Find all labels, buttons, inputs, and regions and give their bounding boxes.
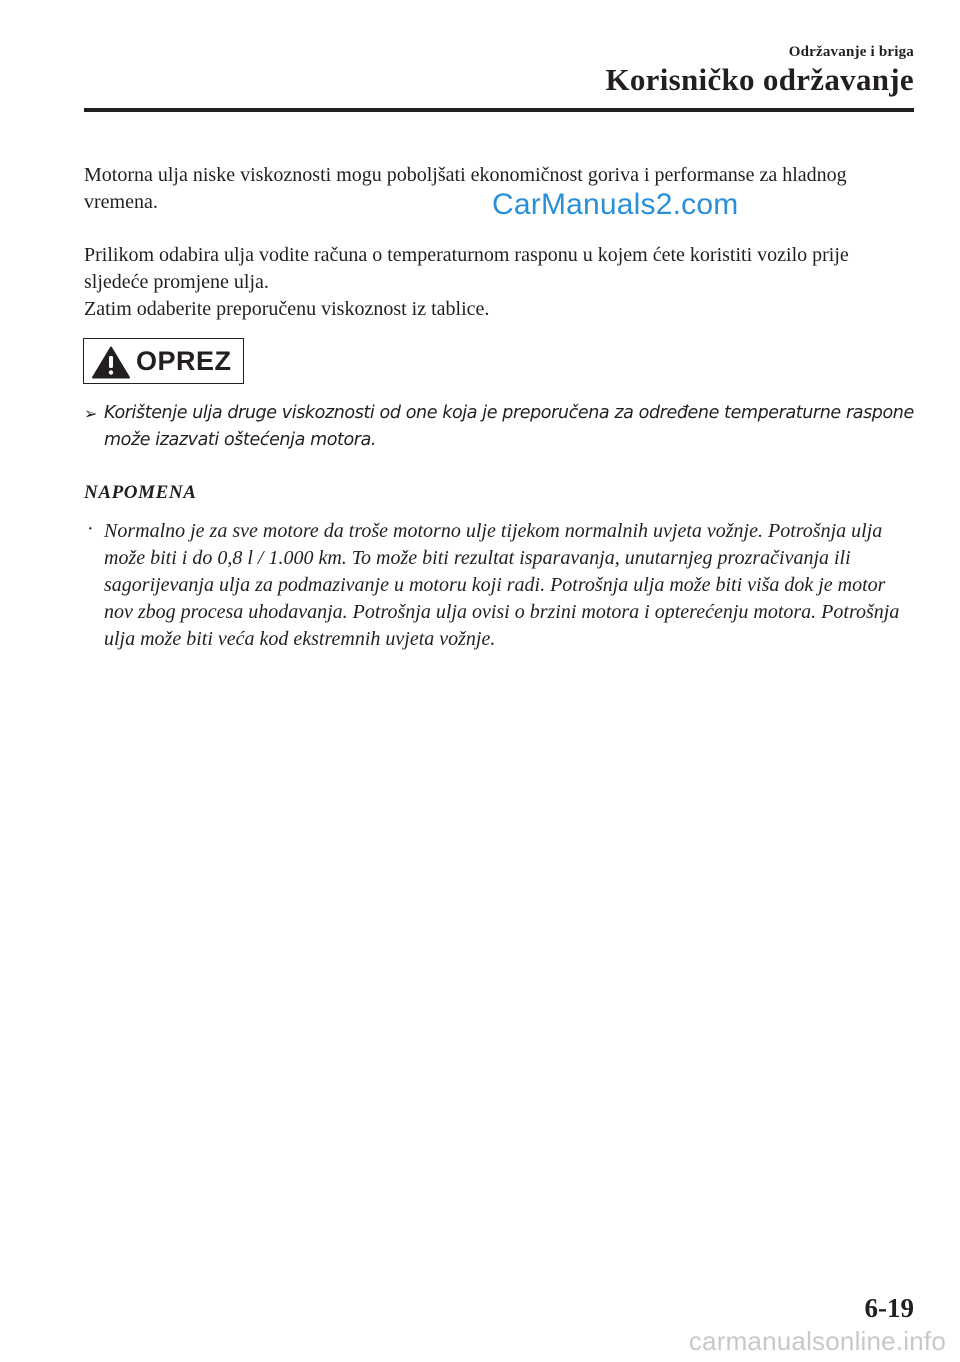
watermark-top[interactable]: CarManuals2.com bbox=[492, 188, 739, 221]
caution-item bbox=[84, 400, 914, 454]
paragraph-table: Zatim odaberite preporučenu viskoznost iz tablice. bbox=[84, 298, 490, 320]
footer-watermark[interactable]: carmanualsonline.info bbox=[688, 1326, 946, 1356]
paragraph-temperature: Prilikom odabira ulja vodite računa o temperaturnom rasponu u kojem ćete koristiti vozilo prije sljedeće promjene ulja. bbox=[84, 244, 849, 293]
chapter-title: Korisničko održavanje bbox=[605, 62, 914, 97]
warning-triangle-icon bbox=[92, 346, 130, 379]
caution-label: OPREZ bbox=[136, 345, 232, 376]
section-label: Održavanje i briga bbox=[788, 44, 914, 60]
caution-box bbox=[83, 338, 244, 384]
note-item bbox=[84, 518, 914, 653]
page-number: 6-19 bbox=[864, 1293, 914, 1323]
caution-text: Korištenje ulja druge viskoznosti od one koja je preporučena za određene temperaturne raspone može izazvati oštećenja motora. bbox=[104, 403, 914, 450]
caution-bullet: ➢ bbox=[84, 404, 98, 423]
paragraph-viscosity: Motorna ulja niske viskoznosti mogu poboljšati ekonomičnost goriva i performanse za hladnog vremena. bbox=[84, 164, 847, 213]
header-rule bbox=[84, 108, 914, 112]
note-heading: NAPOMENA bbox=[84, 482, 197, 503]
note-text: Normalno je za sve motore da troše motorno ulje tijekom normalnih uvjeta vožnje. Potrošnja ulja može biti i do 0,8 l / 1.000 km. To može biti rezultat isparavanja, unutarnjeg prozračivanja ili sagorijevanja ulja za podmazivanje u motoru koji radi. Potrošnja ulja može biti viša dok je motor nov zbog procesa uhodavanja. Potrošnja ulja ovisi o brzini motora i opterećenju motora. Potrošnja ulja može biti veća kod ekstremnih uvjeta vožnje. bbox=[104, 520, 900, 650]
note-bullet: · bbox=[87, 518, 94, 540]
